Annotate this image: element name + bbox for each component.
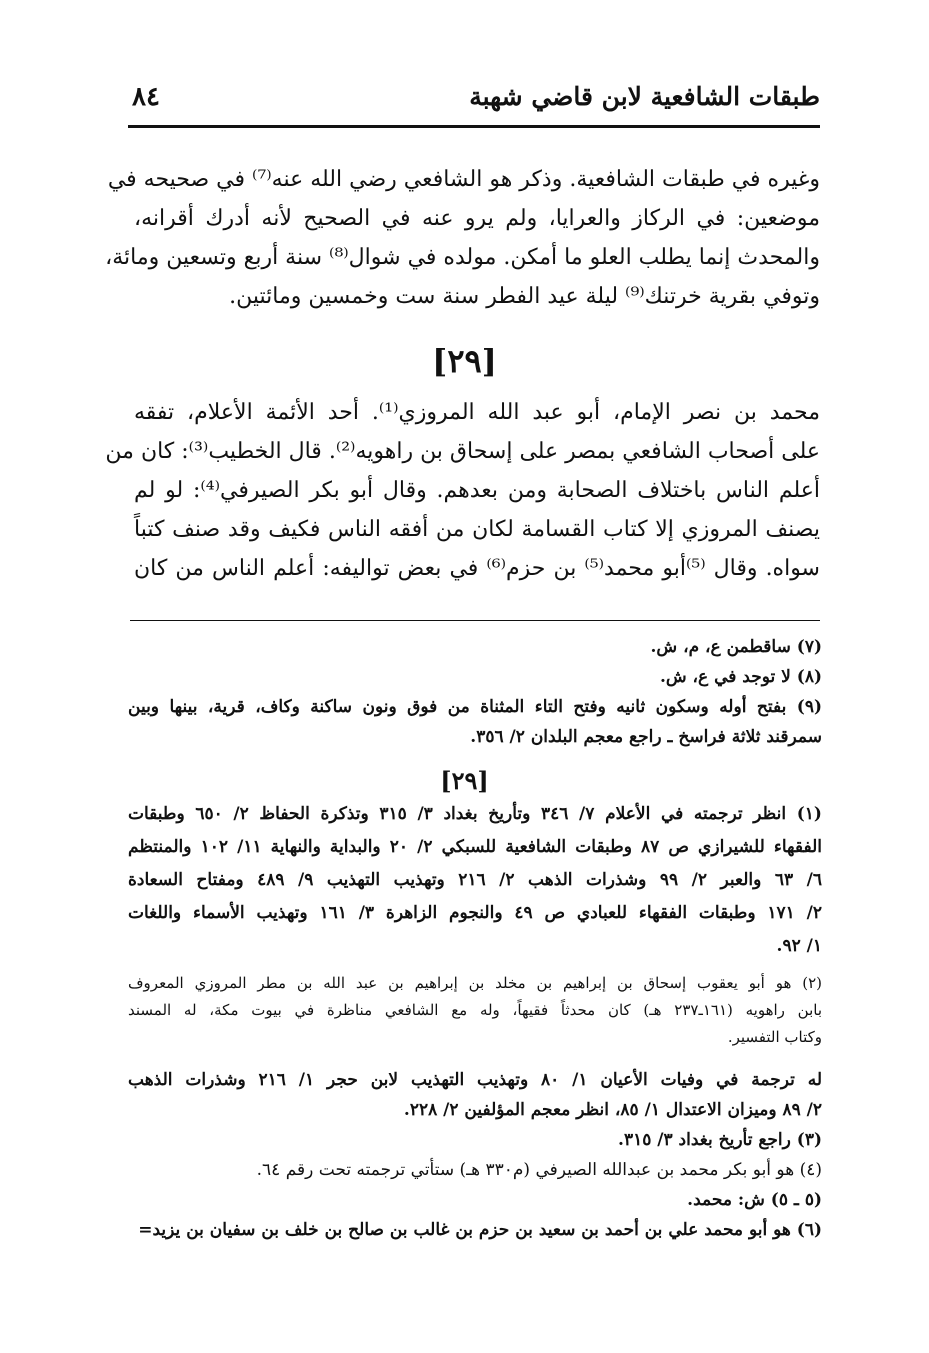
footnote: ٦/ ٦٣ والعبر ٢/ ٩٩ وشذرات الذهب ٢/ ٢١٦ وتهذيب التهذيب ٩/ ٤٨٩ ومفتاح السعادة [128,870,822,890]
footnote: (١) انظر ترجمته في الأعلام ٧/ ٣٤٦ وتأريخ بغداد ٣/ ٣١٥ وتذكرة الحفاظ ٢/ ٦٥٠ وطبقات [128,804,822,824]
body-line: موضعين: في الركاز والعرايا، ولم يرو عنه في الصحيح لأنه أدرك أقرانه، [134,206,820,231]
footnote: الفقهاء للشيرازي ص ٨٧ وطبقات الشافعية للسبكي ٢/ ٢٠ والبداية والنهاية ١١/ ١٠٢ والمنتظم [128,837,822,857]
body-line: على أصحاب الشافعي بمصر على إسحاق بن راهويه⁽²⁾. قال الخطيب⁽³⁾: كان من [105,439,820,464]
body-paragraph-continued [105,160,820,316]
footnote: بابن راهويه (١٦١ـ٢٣٧ هـ) كان محدثاً فقيهاً، وله مع الشافعي مناظرة في بيوت مكة، له المسند [128,1001,822,1019]
footnote: سمرقند ثلاثة فراسخ ـ راجع معجم البلدان ٢/ ٣٥٦. [470,727,822,747]
body-paragraph-entry [105,393,820,588]
body-line: أعلم الناس باختلاف الصحابة ومن بعدهم. وقال أبو بكر الصيرفي⁽⁴⁾: لو لم [134,478,820,503]
footnote-entry-heading: [٢٩] [440,766,489,795]
footnote: ٢/ ١٧١ وطبقات الفقهاء للعبادي ص ٤٩ والنجوم الزاهرة ٣/ ١٦١ وتهذيب الأسماء واللغات [128,903,822,923]
footnote-rule [130,620,820,621]
footnotes-entry-sources [128,798,822,963]
header-rule [128,125,820,128]
body-line: يصنف المروزي إلا كتاب القسامة لكان من أفقه الناس فكيف وقد صنف كتباً [134,517,820,542]
footnote: (٦) هو أبو محمد علي بن أحمد بن سعيد بن حزم بن غالب بن صالح بن خلف بن سفيان بن يزيد= [138,1220,822,1240]
footnotes-previous-entry [128,632,822,752]
running-title: طبقات الشافعية لابن قاضي شهبة [469,82,820,111]
page-header [128,78,820,122]
body-line: وتوفي بقرية خرتنك⁽⁹⁾ ليلة عيد الفطر سنة ست وخمسين ومائتين. [229,284,820,309]
footnotes-ishaq [128,970,822,1051]
footnote: (٨) لا توجد في ع، ش. [659,667,822,687]
footnote: ٢/ ٨٩ وميزان الاعتدال ١/ ٨٥، انظر معجم المؤلفين ٢/ ٢٢٨. [403,1100,822,1120]
footnote: (٩) بفتح أوله وسكون ثانيه وفتح التاء المثناة من فوق ونون ساكنة وكاف، قرية، بينها وبين [128,697,822,717]
footnote: (٣) راجع تأريخ بغداد ٣/ ٣١٥. [618,1130,822,1150]
footnote: له ترجمة في وفيات الأعيان ١/ ٨٠ وتهذيب التهذيب لابن حجر ١/ ٢١٦ وشذرات الذهب [128,1070,822,1090]
body-line: والمحدث إنما يطلب العلو ما أمكن. مولده في شوال⁽⁸⁾ سنة أربع وتسعين ومائة، [105,245,820,270]
body-line: محمد بن نصر الإمام، أبو عبد الله المروزي⁽¹⁾. أحد الأئمة الأعلام، تفقه [134,400,820,425]
entry-number-heading: [٢٩] [432,342,497,380]
footnotes-remaining [128,1065,822,1245]
body-line: وغيره في طبقات الشافعية. وذكر هو الشافعي رضي الله عنه⁽⁷⁾ في صحيحه في [107,167,820,192]
page-number: ٨٤ [132,82,160,112]
footnote: (٢) هو أبو يعقوب إسحاق بن إبراهيم بن مخلد بن إبراهيم بن عبد الله بن مطر المروزي المعروف [128,974,822,992]
footnote: (٧) ساقطمن ع، م، ش. [650,637,822,657]
footnote: (٤) هو أبو بكر محمد بن عبدالله الصيرفي (م٣٣٠ هـ) ستأتي ترجمته تحت رقم ٦٤. [256,1160,822,1180]
footnote: وكتاب التفسير. [727,1028,822,1046]
body-line: سواه. وقال ⁽⁵⁾أبو محمد⁽⁵⁾ بن حزم⁽⁶⁾ في بعض تواليفه: أعلم الناس من كان [134,556,820,581]
footnote: ١/ ٩٢. [776,936,822,956]
footnote: (٥ ـ ٥) ش: محمد. [687,1190,822,1210]
